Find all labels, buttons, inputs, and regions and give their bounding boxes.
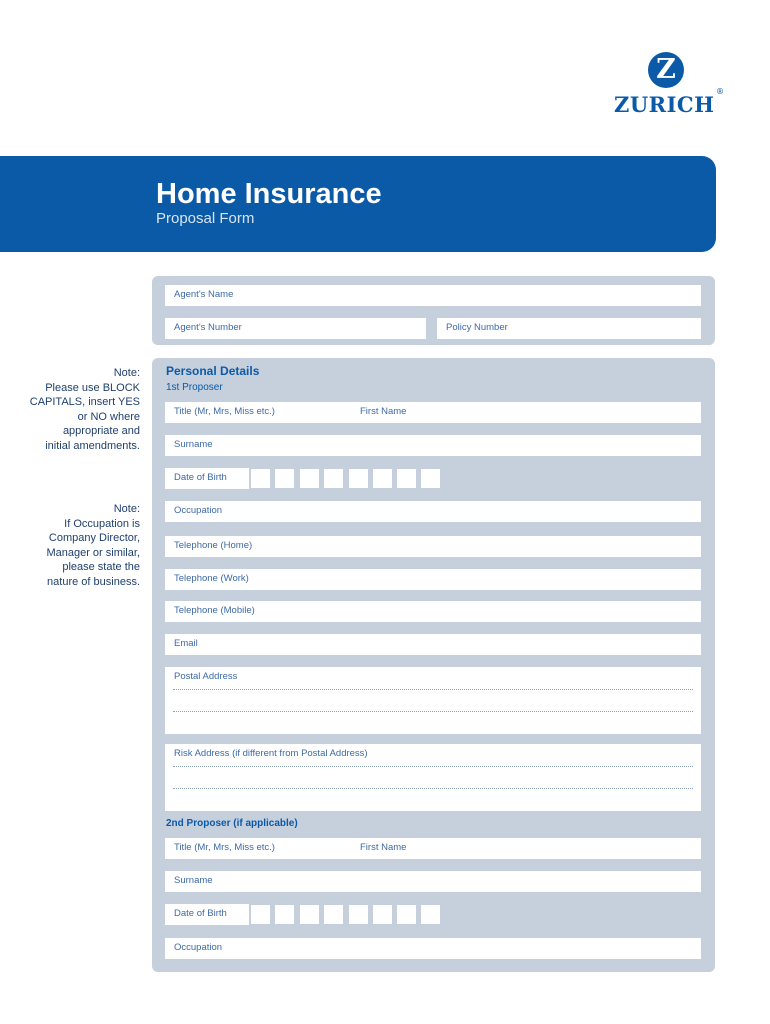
p2-surname-field[interactable] <box>165 871 701 892</box>
p1-dob-d2[interactable] <box>274 468 295 489</box>
second-proposer-heading: 2nd Proposer (if applicable) <box>166 818 298 829</box>
p1-email-label: Email <box>174 638 198 649</box>
p2-occupation-field[interactable] <box>165 938 701 959</box>
page-title: Home Insurance <box>156 178 382 210</box>
p1-postal-address-label: Postal Address <box>174 671 238 682</box>
p1-tel-work-label: Telephone (Work) <box>174 573 249 584</box>
risk-line-2 <box>173 788 693 789</box>
p1-first-name-label: First Name <box>360 406 407 417</box>
p1-tel-home-label: Telephone (Home) <box>174 540 253 551</box>
p1-email-field[interactable] <box>165 634 701 655</box>
p1-title-field[interactable] <box>165 402 701 423</box>
first-proposer-heading: 1st Proposer <box>166 382 223 393</box>
p1-dob-y2[interactable] <box>372 468 393 489</box>
note-occupation: Note: If Occupation is Company Director, Manager or similar, please state the nature of business. <box>46 503 140 588</box>
p2-dob-m1[interactable] <box>299 904 320 925</box>
personal-details-heading: Personal Details <box>166 364 260 378</box>
p1-dob-label-box <box>165 468 249 489</box>
p1-dob-d1[interactable] <box>250 468 271 489</box>
p1-dob-m2[interactable] <box>323 468 344 489</box>
postal-line-1 <box>173 689 693 690</box>
p2-dob-y2[interactable] <box>372 904 393 925</box>
page-subtitle: Proposal Form <box>156 210 255 227</box>
personal-details-panel <box>152 358 715 972</box>
postal-line-2 <box>173 711 693 712</box>
p1-occupation-label: Occupation <box>174 505 223 516</box>
p2-dob-label: Date of Birth <box>174 908 227 919</box>
agent-panel <box>152 276 715 345</box>
p2-first-name-label: First Name <box>360 842 407 853</box>
p2-dob-d2[interactable] <box>274 904 295 925</box>
p2-surname-label: Surname <box>174 875 213 886</box>
p1-surname-field[interactable] <box>165 435 701 456</box>
agents-number-label: Agent's Number <box>174 322 242 333</box>
p1-title-label: Title (Mr, Mrs, Miss etc.) <box>174 406 275 417</box>
zurich-logo <box>612 52 722 122</box>
p1-tel-mobile-field[interactable] <box>165 601 701 622</box>
p1-dob-y4[interactable] <box>420 468 441 489</box>
p2-dob-y4[interactable] <box>420 904 441 925</box>
p1-risk-address-label: Risk Address (if different from Postal Address) <box>174 748 368 759</box>
p1-tel-work-field[interactable] <box>165 569 701 590</box>
p2-dob-label-box <box>165 904 249 925</box>
p2-occupation-label: Occupation <box>174 942 223 953</box>
p1-tel-home-field[interactable] <box>165 536 701 557</box>
agents-name-field[interactable] <box>165 285 701 306</box>
p1-dob-y1[interactable] <box>348 468 369 489</box>
p2-dob-boxes <box>250 904 450 925</box>
p1-risk-address-field[interactable] <box>165 744 701 811</box>
p1-dob-label: Date of Birth <box>174 472 227 483</box>
p1-dob-y3[interactable] <box>396 468 417 489</box>
p1-surname-label: Surname <box>174 439 213 450</box>
p2-dob-y1[interactable] <box>348 904 369 925</box>
p1-tel-mobile-label: Telephone (Mobile) <box>174 605 255 616</box>
zurich-z-icon: Z <box>648 52 684 88</box>
registered-mark: ® <box>716 87 724 96</box>
p2-title-label: Title (Mr, Mrs, Miss etc.) <box>174 842 275 853</box>
title-banner <box>0 156 716 252</box>
p2-title-field[interactable] <box>165 838 701 859</box>
p1-occupation-field[interactable] <box>165 501 701 522</box>
p1-postal-address-field[interactable] <box>165 667 701 734</box>
risk-line-1 <box>173 766 693 767</box>
p2-dob-m2[interactable] <box>323 904 344 925</box>
zurich-wordmark: ZURICH <box>614 92 715 117</box>
p2-dob-d1[interactable] <box>250 904 271 925</box>
policy-number-field[interactable] <box>437 318 701 339</box>
agents-number-field[interactable] <box>165 318 426 339</box>
p2-dob-y3[interactable] <box>396 904 417 925</box>
note-block-capitals: Note: Please use BLOCK CAPITALS, insert YES or NO where appropriate and initial amendments. <box>29 367 140 452</box>
p1-dob-boxes <box>250 468 450 489</box>
policy-number-label: Policy Number <box>446 322 508 333</box>
p1-dob-m1[interactable] <box>299 468 320 489</box>
agents-name-label: Agent's Name <box>174 289 234 300</box>
